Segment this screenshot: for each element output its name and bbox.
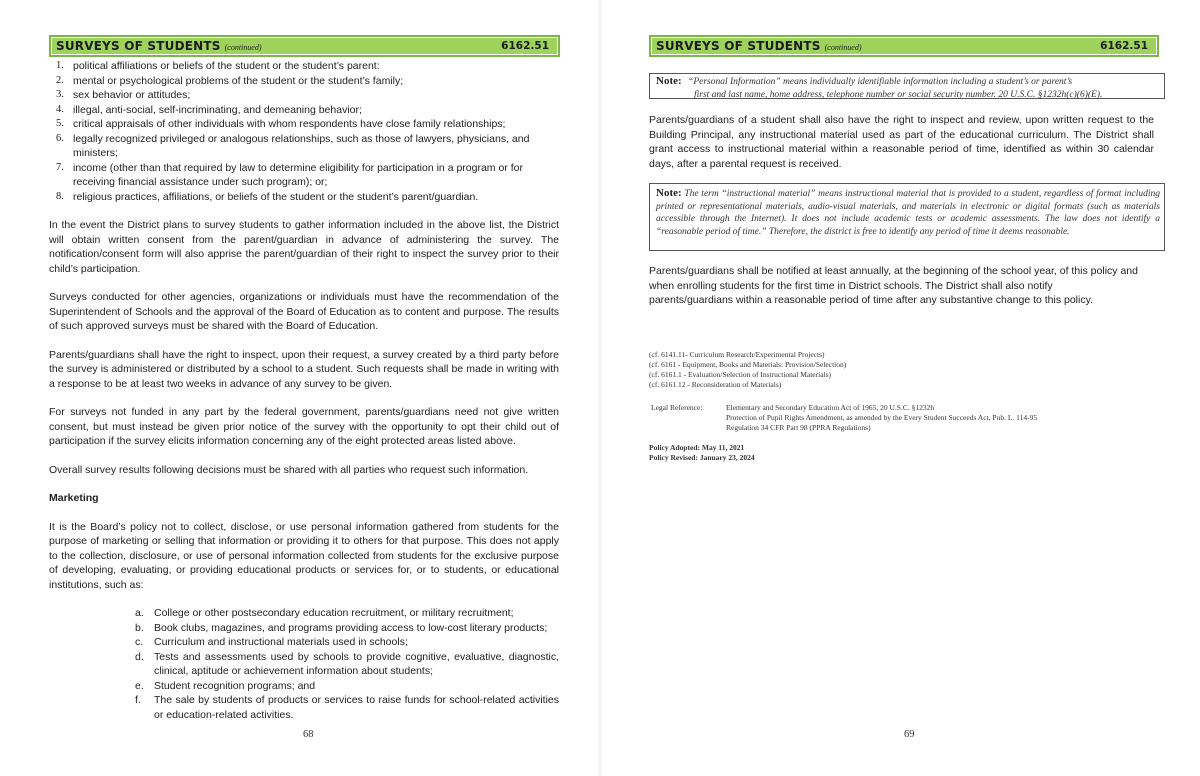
- paragraph-consent: In the event the District plans to survey students to gather information included in the above list, the District will obtain written consent from the parent/guardian in advance of administering the survey. The notification/consent form will also apprise the parent/guardian of their right to inspect the survey prior to their child’s participation.: [49, 219, 559, 275]
- list-item-text: sex behavior or attitudes;: [73, 89, 191, 101]
- policy-code: 6162.51: [501, 40, 549, 52]
- paragraph-inspect-materials: Parents/guardians of a student shall also have the right to inspect and review, upon written request to the Building Principal, any instructional material used as part of the educational curriculum. The District shall grant access to instructional material within a reasonable period of time, identified as within 30 calendar days, after a parental request is received.: [649, 114, 1154, 170]
- legal-ref: Protection of Pupil Rights Amendment, as amended by the Every Student Succeeds Act, Pub. L. 114-95: [726, 413, 1038, 422]
- note-personal-information: [649, 73, 1165, 99]
- cross-ref: (cf. 6141.11- Curriculum Research/Experimental Projects): [649, 350, 825, 359]
- list-item-text: Curriculum and instructional materials used in schools;: [154, 636, 408, 648]
- list-item: [49, 74, 559, 89]
- list-number: 7.: [56, 161, 64, 173]
- list-item: [49, 88, 559, 103]
- list-number: 3.: [56, 89, 64, 100]
- marketing-heading: Marketing: [49, 492, 99, 504]
- page-number: 69: [904, 729, 915, 740]
- cross-references: [649, 350, 1049, 390]
- left-body: [49, 59, 559, 722]
- list-letter: e.: [135, 679, 144, 692]
- list-number: 6.: [56, 132, 64, 144]
- marketing-paragraph: It is the Board’s policy not to collect, disclose, or use personal information gathered from students for the purpose of marketing or selling that information or providing it to others for that purpose. This does not apply to the collection, disclosure, or use of personal information collected from students for the exclusive purpose of developing, evaluating, or providing educational products or services for, or to students, or educational institutions, such as:: [49, 520, 559, 591]
- paragraph-annual-notice: [649, 264, 1179, 308]
- list-item: [49, 132, 559, 161]
- protected-areas-list: [49, 59, 559, 204]
- list-number: 4.: [56, 103, 64, 115]
- list-item-text: illegal, anti-social, self-incriminating, and demeaning behavior;: [73, 103, 362, 116]
- list-item: [135, 650, 559, 679]
- note-text-line1: “Personal Information” means individually identifiable information including a student’s or parent’s: [688, 77, 1073, 87]
- list-item: [49, 161, 559, 190]
- text-line: parents/guardians within a reasonable period of time after any substantive change to this policy.: [649, 294, 1093, 306]
- list-item-text: income (other than that required by law to determine eligibility for participation in a program or for receiving financial assistance under such program); or;: [73, 161, 523, 188]
- note-label: Note:: [656, 75, 682, 87]
- legal-ref: Regulation 34 CFR Part 98 (PPRA Regulations): [726, 423, 871, 432]
- list-item: [135, 606, 559, 621]
- note-instructional-material: [649, 183, 1165, 251]
- list-item: [49, 59, 559, 74]
- paragraph-results: Overall survey results following decisions must be shared with all parties who request such information.: [49, 463, 529, 476]
- list-item-text: The sale by students of products or services to raise funds for school-related activities or education-related activities.: [154, 694, 559, 721]
- list-letter: b.: [135, 621, 144, 634]
- list-item: [49, 190, 559, 205]
- list-item-text: College or other postsecondary education recruitment, or military recruitment;: [154, 607, 514, 619]
- page-number: 68: [303, 729, 314, 740]
- list-item-text: Tests and assessments used by schools to provide cognitive, evaluative, diagnostic, clinical, aptitude or achievement information about students;: [154, 650, 559, 677]
- cross-ref: (cf. 6161 - Equipment, Books and Materials: Provision/Selection): [649, 360, 847, 369]
- list-item-text: mental or psychological problems of the student or the student’s family;: [73, 74, 404, 87]
- list-item-text: religious practices, affiliations, or beliefs of the student or the student’s parent/guardian.: [73, 190, 479, 203]
- header-title: SURVEYS OF STUDENTS (continued): [656, 39, 862, 53]
- list-letter: c.: [135, 636, 144, 648]
- policy-code: 6162.51: [1100, 40, 1148, 52]
- list-item: [49, 117, 559, 132]
- list-number: 1.: [56, 60, 64, 71]
- paragraph-inspect-survey: Parents/guardians shall have the right to inspect, upon their request, a survey created by a third party before the survey is administered or distributed by a school to a student. Such requests shall be made in writing with a response to be at least two weeks in advance of any survey to be given.: [49, 348, 559, 390]
- list-number: 8.: [56, 190, 64, 202]
- page-69: [600, 0, 1200, 776]
- paragraph-other-agencies: Surveys conducted for other agencies, organizations or individuals must have the recommendation of the Superintendent of Schools and the approval of the Board of Education as to content and purpose. The results of such approved surveys must be shared with the Board of Education.: [49, 291, 559, 332]
- text-line: Parents/guardians shall be notified at least annually, at the beginning of the school year, of this policy and: [649, 265, 1138, 277]
- list-item: [135, 679, 559, 694]
- list-item-text: legally recognized privileged or analogous relationships, such as those of lawyers, physicians, and ministers;: [73, 132, 530, 159]
- list-letter: f.: [135, 694, 141, 706]
- legal-references: [726, 403, 1186, 433]
- section-header: [649, 35, 1159, 57]
- list-item-text: Student recognition programs; and: [154, 679, 316, 692]
- note-text: The term “instructional material” means instructional material that is provided to a student, regardless of format including printed or representational materials, audio-visual materials, and materials in electronic or digital formats (such as materials accessible through the Internet). It does not include academic tests or academic assessments. The law does not identify a “reasonable period of time.” Therefore, the district is free to identify any period of time it deems reasonable.: [656, 189, 1161, 237]
- text-line: when enrolling students for the first time in District schools. The District shall also notify: [649, 279, 1053, 292]
- header-continued: (continued): [824, 43, 862, 52]
- list-letter: a.: [135, 607, 144, 619]
- list-number: 5.: [56, 118, 64, 129]
- marketing-exceptions-list: [135, 606, 559, 722]
- header-continued: (continued): [224, 43, 262, 52]
- cross-ref: (cf. 6161.12 - Reconsideration of Materials): [649, 380, 782, 389]
- list-item: [135, 635, 559, 650]
- list-item: [135, 621, 559, 636]
- cross-ref: (cf. 6161.1 - Evaluation/Selection of Instructional Materials): [649, 370, 832, 379]
- policy-dates: [649, 443, 949, 463]
- section-header: [49, 35, 560, 57]
- list-item-text: Book clubs, magazines, and programs providing access to low-cost literary products;: [154, 621, 548, 634]
- list-number: 2.: [56, 74, 64, 86]
- list-item-text: critical appraisals of other individuals with whom respondents have close family relationships;: [73, 118, 506, 130]
- list-item: [135, 693, 559, 722]
- policy-revised: Policy Revised: January 23, 2024: [649, 453, 755, 462]
- policy-adopted: Policy Adopted: May 11, 2021: [649, 443, 745, 452]
- note-label: Note:: [656, 187, 682, 199]
- paragraph-non-federal: For surveys not funded in any part by the federal government, parents/guardians need not give written consent, but must instead be given prior notice of the survey with the opportunity to opt their child out of participation if the survey elicits information concerning any of the eight protected areas listed above.: [49, 406, 559, 447]
- legal-reference-label: Legal Reference:: [651, 403, 703, 412]
- list-item-text: political affiliations or beliefs of the student or the student’s parent:: [73, 60, 380, 72]
- header-title: SURVEYS OF STUDENTS (continued): [56, 39, 262, 53]
- note-text-line2: first and last name, home address, telephone number or social security number. 20 U.S.C. §1232h(c)(6)(E).: [694, 89, 1103, 100]
- legal-ref: Elementary and Secondary Education Act of 1965, 20 U.S.C. §1232h: [726, 403, 935, 412]
- list-letter: d.: [135, 650, 144, 663]
- list-item: [49, 103, 559, 118]
